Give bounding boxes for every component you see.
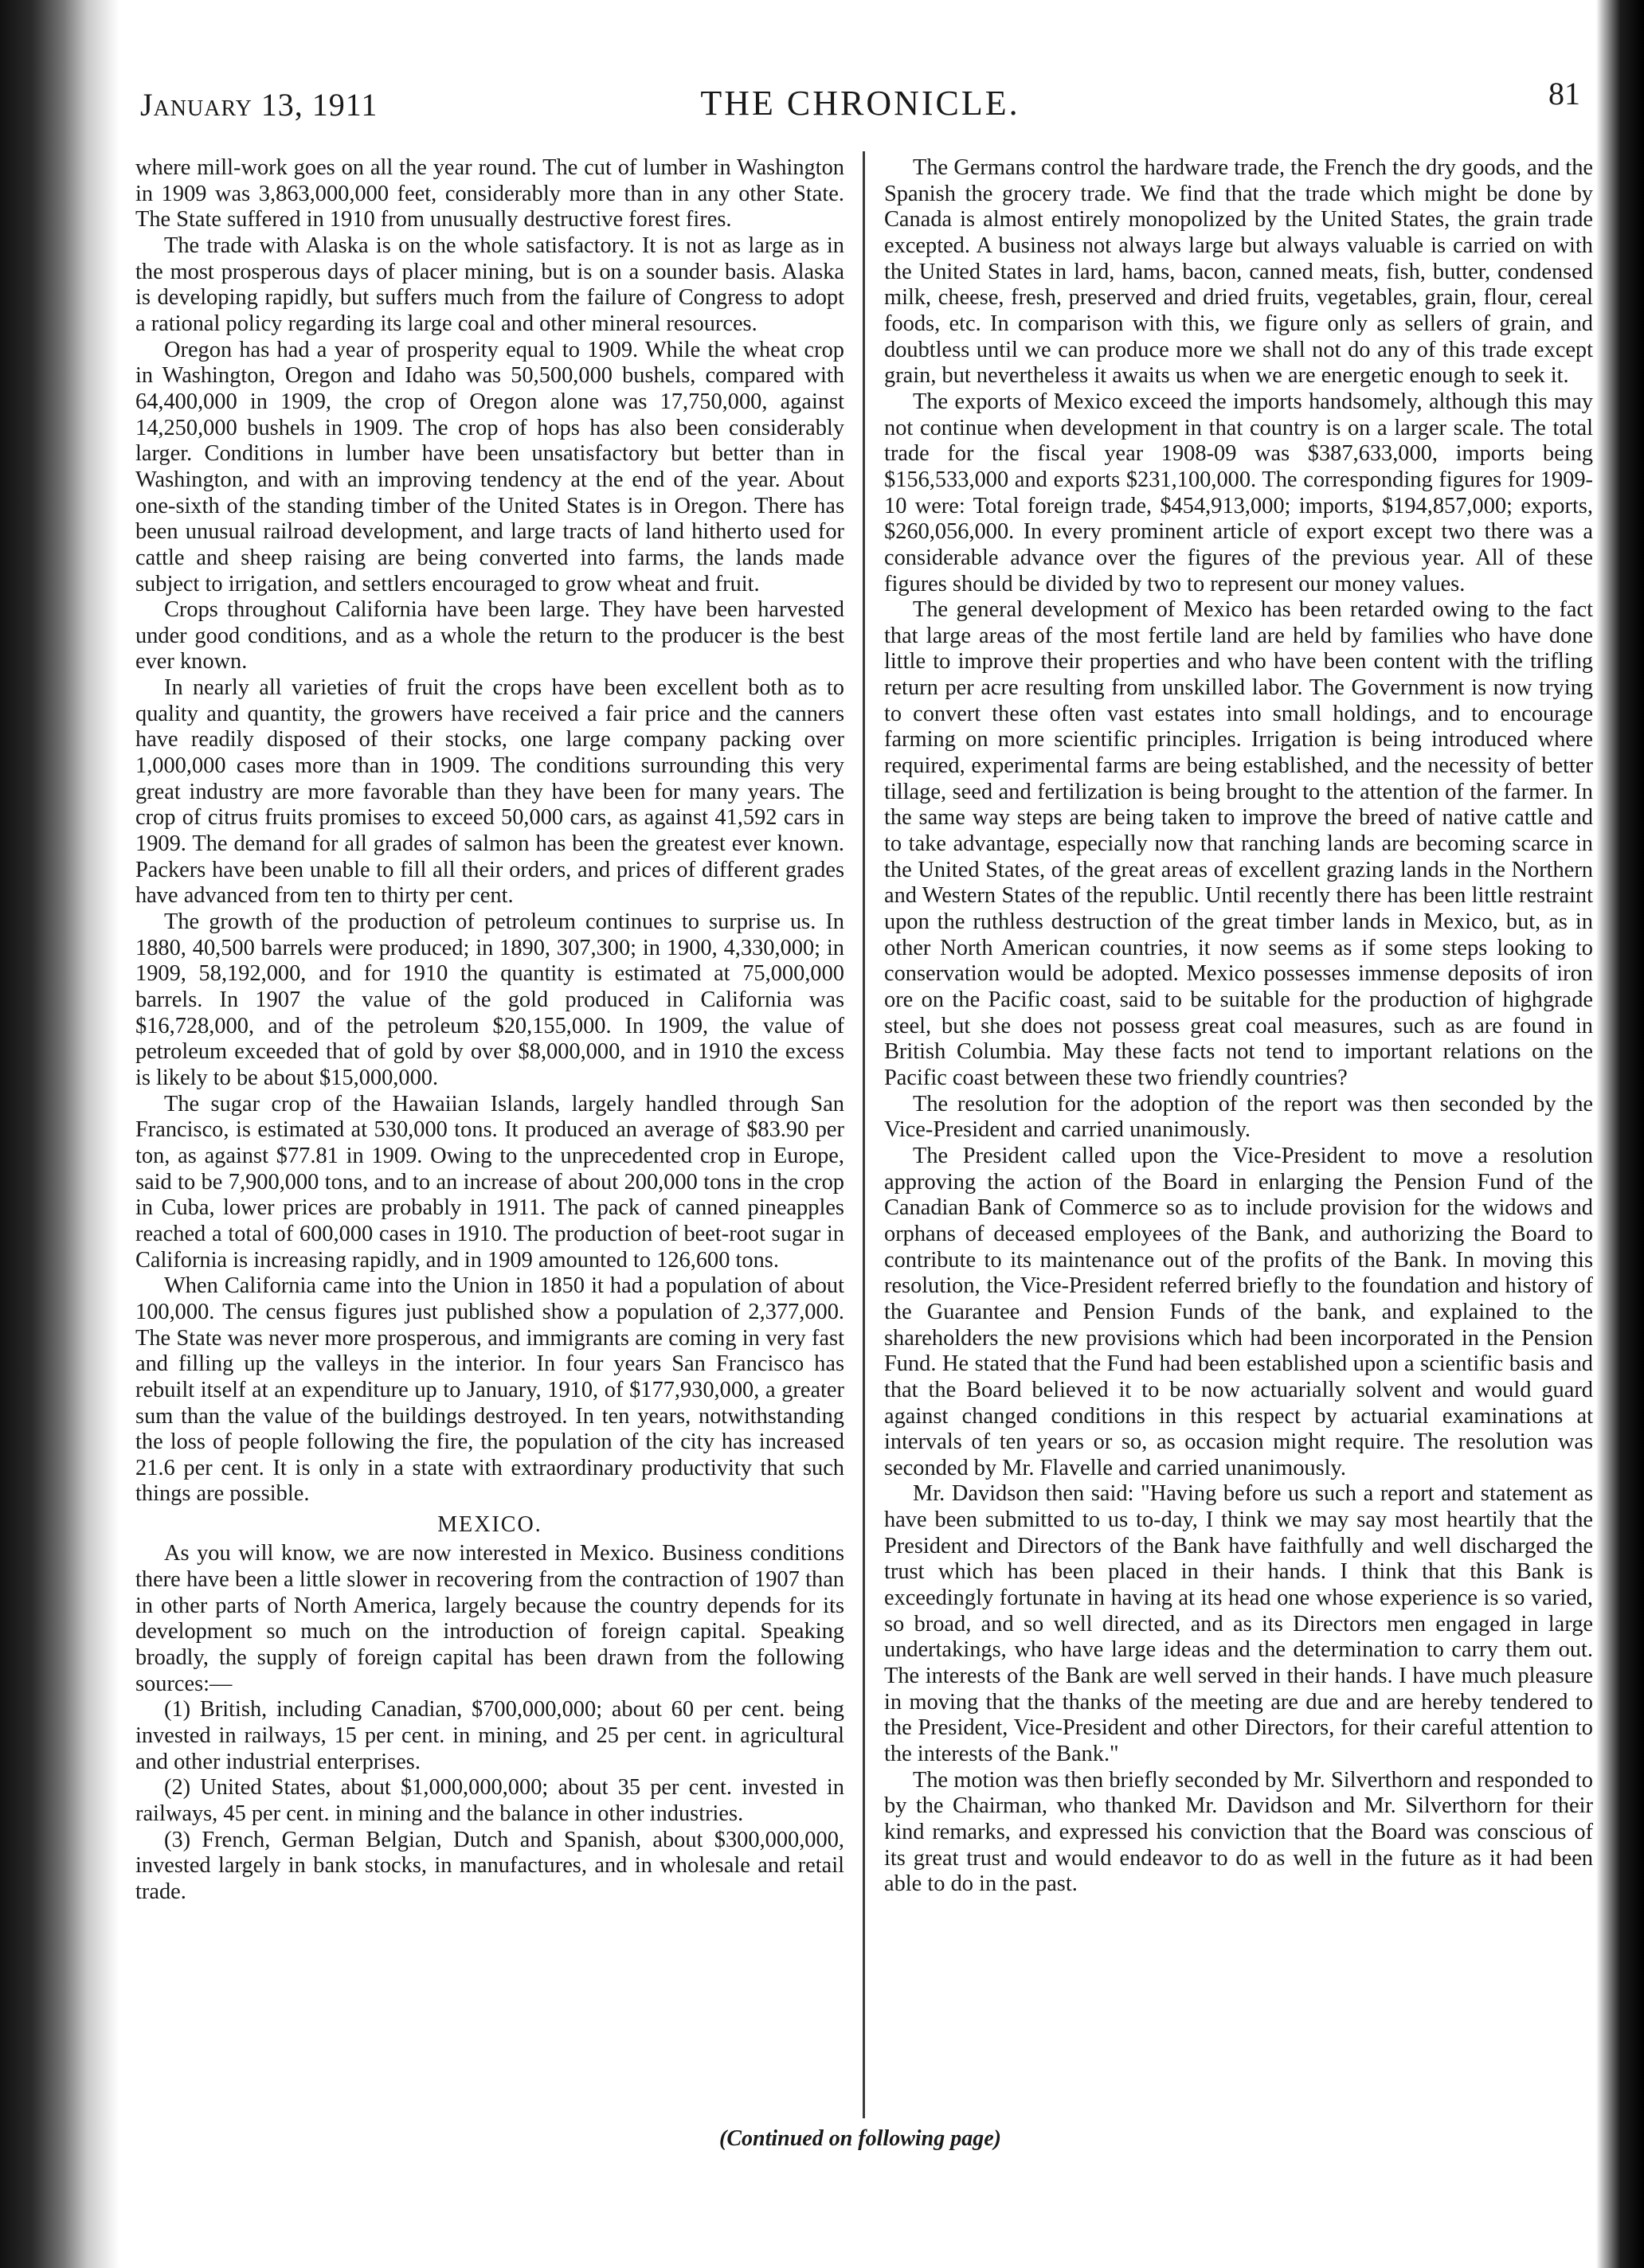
article-paragraph: (1) British, including Canadian, $700,000,000; about 60 per cent. being invested in railways, 15 per cent. in mining, and 25 per cent. in agricultural and other industrial enterprises. (135, 1697, 844, 1774)
newspaper-page (135, 48, 1593, 2214)
article-paragraph: The sugar crop of the Hawaiian Islands, largely handled through San Francisco, is estimated at 530,000 tons. It produced an average of $83.90 per ton, as against $77.81 in 1909. Owing to the unprecedented crop in Europe, said to be 7,900,000 tons, and to an increase of about 200,000 tons in the crop in Cuba, lower prices are probably in 1911. The pack of canned pineapples reached a total of 600,000 cases in 1910. The production of beet-root sugar in California is increasing rapidly, and in 1909 amounted to 126,600 tons. (135, 1091, 844, 1273)
article-paragraph: Oregon has had a year of prosperity equal to 1909. While the wheat crop in Washington, Oregon and Idaho was 50,500,000 bushels, compared with 64,400,000 in 1909, the crop of Oregon alone was 17,750,000, against 14,250,000 bushels in 1909. The crop of hops has also been considerably larger. Conditions in lumber have been unsatisfactory but better than in Washington, and with an improving tendency at the end of the year. About one-sixth of the standing timber of the United States is in Oregon. There has been unusual railroad development, and large tracts of land hitherto used for cattle and sheep raising are being converted into farms, the lands made subject to irrigation, and settlers encouraged to grow wheat and fruit. (135, 337, 844, 596)
article-paragraph: where mill-work goes on all the year round. The cut of lumber in Washington in 1909 was 3,863,000,000 feet, considerably more than in any other State. The State suffered in 1910 from unusually destructive forest fires. (135, 155, 844, 233)
article-paragraph: As you will know, we are now interested in Mexico. Business conditions there have been a little slower in recovering from the contraction of 1907 than in other parts of North America, largely because the country depends for its development so much on the introduction of foreign capital. Speaking broadly, the supply of foreign capital has been drawn from the following sources:— (135, 1541, 844, 1696)
continuation-note: (Continued on following page) (719, 2126, 1001, 2151)
article-paragraph: The trade with Alaska is on the whole satisfactory. It is not as large as in the most prosperous days of placer mining, but is on a sounder basis. Alaska is developing rapidly, but suffers much from the failure of Congress to adopt a rational policy regarding its large coal and other mineral resources. (135, 233, 844, 336)
article-paragraph: The general development of Mexico has been retarded owing to the fact that large areas of the most fertile land are held by families who have done little to improve their properties and who have been content with the trifling return per acre resulting from unskilled labor. The Government is now trying to convert these often vast estates into small holdings, and to encourage farming on more scientific principles. Irrigation is being introduced where required, experimental farms are being established, and the necessity of better tillage, seed and fertilization is being brought to the attention of the farmer. In the same way steps are being taken to improve the breed of native cattle and to take advantage, especially now that ranching lands are becoming scarce in the United States, of the great areas of excellent grazing lands in the Northern and Western States of the republic. Until recently there has been little restraint upon the ruthless destruction of the great timber lands in Mexico, but, as in other North American countries, it now seems as if some steps looking to conservation would be adopted. Mexico possesses immense deposits of iron ore on the Pacific coast, said to be suitable for the production of highgrade steel, but she does not possess great coal measures, such as are found in British Columbia. May these facts not tend to important relations on the Pacific coast between these two friendly countries? (884, 597, 1593, 1090)
scan-right-edge-shadow (1596, 0, 1644, 2268)
article-paragraph: Mr. Davidson then said: "Having before us such a report and statement as have been submitted to us to-day, I think we may say most heartily that the President and Directors of the Bank have faithfully and well discharged the trust which has been placed in their hands. I think that this Bank is exceedingly fortunate in having at its head one whose experience is so varied, so broad, and so well directed, and as its Directors men engaged in large undertakings, who have large ideas and the determination to carry them out. The interests of the Bank are well served in their hands. I have much pleasure in moving that the thanks of the meeting are due and are hereby tendered to the President, Vice-President and other Directors, for their careful attention to the interests of the Bank." (884, 1481, 1593, 1767)
article-paragraph: The Germans control the hardware trade, the French the dry goods, and the Spanish the grocery trade. We find that the trade which might be done by Canada is almost entirely monopolized by the United States, the grain trade excepted. A business not always large but always valuable is carried on with the United States in lard, hams, bacon, canned meats, fish, butter, condensed milk, cheese, fresh, preserved and dried fruits, vegetables, grain, flour, cereal foods, etc. In comparison with this, we figure only as sellers of grain, and doubtless until we can produce more we shall not do any of this trade except grain, but nevertheless it awaits us when we are energetic enough to seek it. (884, 155, 1593, 389)
article-paragraph: (3) French, German Belgian, Dutch and Spanish, about $300,000,000, invested largely in bank stocks, in manufactures, and in wholesale and retail trade. (135, 1827, 844, 1904)
column-rule (863, 151, 865, 2118)
article-paragraph: The motion was then briefly seconded by Mr. Silverthorn and responded to by the Chairman, who thanked Mr. Davidson and Mr. Silverthorn for their kind remarks, and expressed his conviction that the Board was conscious of its great trust and would endeavor to do as well in the future as it had been able to do in the past. (884, 1767, 1593, 1897)
article-paragraph: (2) United States, about $1,000,000,000; about 35 per cent. invested in railways, 45 per cent. in mining and the balance in other industries. (135, 1775, 844, 1826)
issue-date: January 13, 1911 (140, 87, 378, 123)
article-paragraph: The growth of the production of petroleum continues to surprise us. In 1880, 40,500 barrels were produced; in 1890, 307,300; in 1900, 4,330,000; in 1909, 58,192,000, and for 1910 the quantity is estimated at 75,000,000 barrels. In 1907 the value of the gold produced in California was $16,728,000, and of the petroleum $20,155,000. In 1909, the value of petroleum exceeded that of gold by over $8,000,000, and in 1910 the excess is likely to be about $15,000,000. (135, 909, 844, 1090)
article-paragraph: The President called upon the Vice-President to move a resolution approving the action of the Board in enlarging the Pension Fund of the Canadian Bank of Commerce so as to include provision for the widows and orphans of deceased employees of the Bank, and authorizing the Board to contribute to its maintenance out of the profits of the Bank. In moving this resolution, the Vice-President referred briefly to the foundation and history of the Guarantee and Pension Funds of the bank, and explained to the shareholders the new provisions which had been incorporated in the Pension Fund. He stated that the Fund had been established upon a scientific basis and that the Board believed it to be now actuarially solvent and would guard against changed conditions in this respect by actuarial examinations at intervals of ten years or so, as occasion might require. The resolution was seconded by Mr. Flavelle and carried unanimously. (884, 1143, 1593, 1480)
scan-binding-shadow (0, 0, 119, 2268)
section-heading-mexico: MEXICO. (437, 1512, 542, 1538)
right-column (884, 155, 1593, 1898)
article-paragraph: Crops throughout California have been large. They have been harvested under good conditions, and as a whole the return to the producer is the best ever known. (135, 597, 844, 675)
left-column (135, 155, 844, 1906)
page-number: 81 (1548, 76, 1580, 111)
article-paragraph: The resolution for the adoption of the report was then seconded by the Vice-President and carried unanimously. (884, 1091, 1593, 1143)
page-header (135, 72, 1585, 135)
publication-title: THE CHRONICLE. (700, 84, 1020, 123)
article-paragraph: When California came into the Union in 1850 it had a population of about 100,000. The census figures just published show a population of 2,377,000. The State was never more prosperous, and immigrants are coming in very fast and filling up the valleys in the interior. In four years San Francisco has rebuilt itself at an expenditure up to January, 1910, of $177,930,000, a greater sum than the value of the buildings destroyed. In ten years, notwithstanding the loss of people following the fire, the population of the city has increased 21.6 per cent. It is only in a state with extraordinary productivity that such things are possible. (135, 1273, 844, 1507)
article-paragraph: In nearly all varieties of fruit the crops have been excellent both as to quality and quantity, the growers have received a fair price and the canners have readily disposed of their stocks, one large company packing over 1,000,000 cases more than in 1909. The conditions surrounding this very great industry are more favorable than they have been for many years. The crop of citrus fruits promises to exceed 50,000 cars, as against 41,592 cars in 1909. The demand for all grades of salmon has been the greatest ever known. Packers have been unable to fill all their orders, and prices of different grades have advanced from ten to thirty per cent. (135, 675, 844, 909)
article-paragraph: The exports of Mexico exceed the imports handsomely, although this may not continue when development in that country is on a larger scale. The total trade for the fiscal year 1908-09 was $387,633,000, imports being $156,533,000 and exports $231,100,000. The corresponding figures for 1909-10 were: Total foreign trade, $454,913,000; imports, $194,857,000; exports, $260,056,000. In every prominent article of export except two there was a considerable advance over the figures of the previous year. All of these figures should be divided by two to represent our money values. (884, 389, 1593, 596)
